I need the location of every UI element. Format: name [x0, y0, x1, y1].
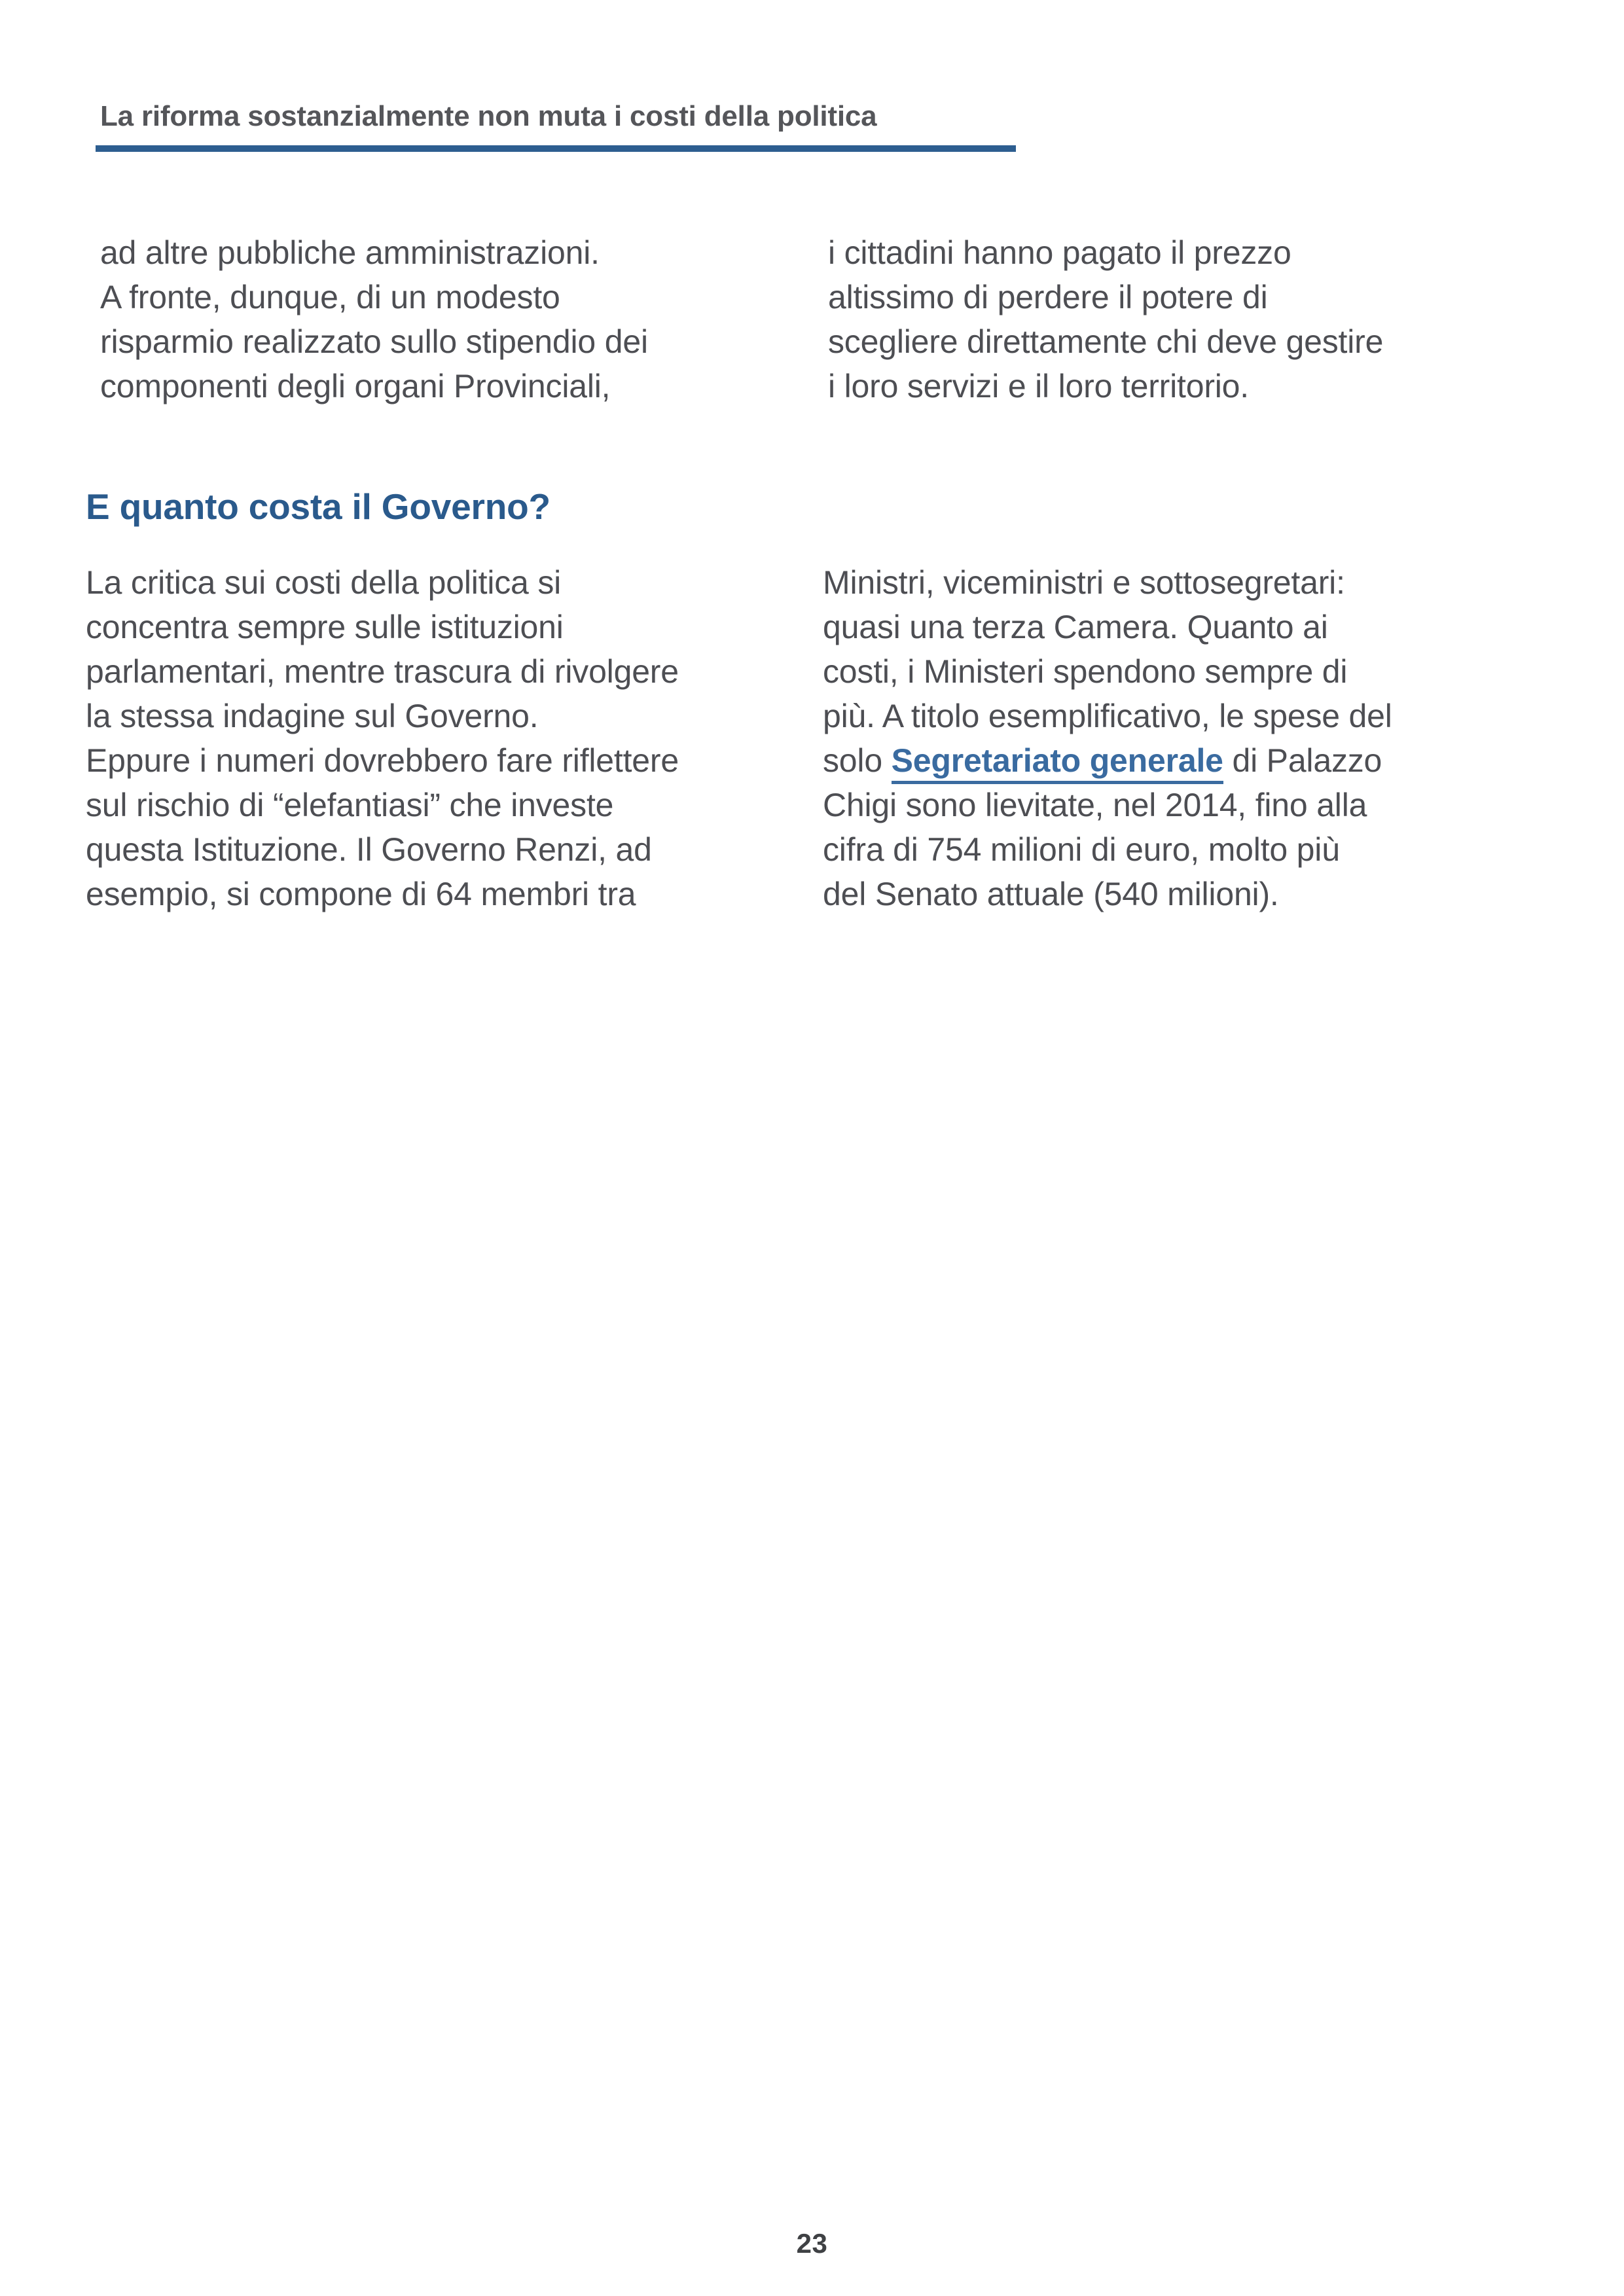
link-line-after-text: di Palazzo: [1223, 742, 1382, 779]
intro-section: [100, 230, 1532, 408]
section-heading: E quanto costa il Governo?: [86, 486, 550, 527]
text-line: la stessa indagine sul Governo.: [86, 698, 539, 734]
text-line: sul rischio di “elefantiasi” che investe: [86, 787, 614, 823]
text-line: quasi una terza Camera. Quanto ai: [823, 609, 1328, 645]
text-line: esempio, si compone di 64 membri tra: [86, 876, 636, 912]
governo-section: [86, 560, 1533, 916]
page-number: 23: [796, 2228, 828, 2259]
text-line: Eppure i numeri dovrebbero fare riflettere: [86, 742, 679, 779]
segretariato-generale-link[interactable]: Segretariato generale: [892, 742, 1223, 784]
text-line: cifra di 754 milioni di euro, molto più: [823, 831, 1340, 868]
text-line: più. A titolo esemplificativo, le spese del: [823, 698, 1392, 734]
link-line-before-text: solo: [823, 742, 892, 779]
text-line: Chigi sono lievitate, nel 2014, fino alla: [823, 787, 1367, 823]
text-line: ad altre pubbliche amministrazioni.: [100, 234, 600, 271]
intro-left-column: [100, 230, 781, 408]
governo-right-column: [823, 560, 1533, 916]
document-header: [96, 98, 1016, 152]
text-line: A fronte, dunque, di un modesto: [100, 279, 560, 315]
text-line: concentra sempre sulle istituzioni: [86, 609, 564, 645]
intro-right-column: [828, 230, 1532, 408]
page-title: La riforma sostanzialmente non muta i costi della politica: [100, 100, 877, 132]
text-line: altissimo di perdere il potere di: [828, 279, 1268, 315]
text-line: componenti degli organi Provinciali,: [100, 368, 611, 404]
title-underline-rule: [96, 145, 1016, 152]
text-line: questa Istituzione. Il Governo Renzi, ad: [86, 831, 652, 868]
text-line: scegliere direttamente chi deve gestire: [828, 323, 1384, 360]
text-line: del Senato attuale (540 milioni).: [823, 876, 1279, 912]
text-line: costi, i Ministeri spendono sempre di: [823, 653, 1348, 690]
text-line: i loro servizi e il loro territorio.: [828, 368, 1249, 404]
text-line: i cittadini hanno pagato il prezzo: [828, 234, 1291, 271]
text-line: Ministri, viceministri e sottosegretari:: [823, 564, 1345, 601]
text-line-with-link: [823, 738, 1533, 783]
governo-left-column: [86, 560, 770, 916]
text-line: risparmio realizzato sullo stipendio dei: [100, 323, 648, 360]
text-line: parlamentari, mentre trascura di rivolgere: [86, 653, 679, 690]
text-line: La critica sui costi della politica si: [86, 564, 562, 601]
